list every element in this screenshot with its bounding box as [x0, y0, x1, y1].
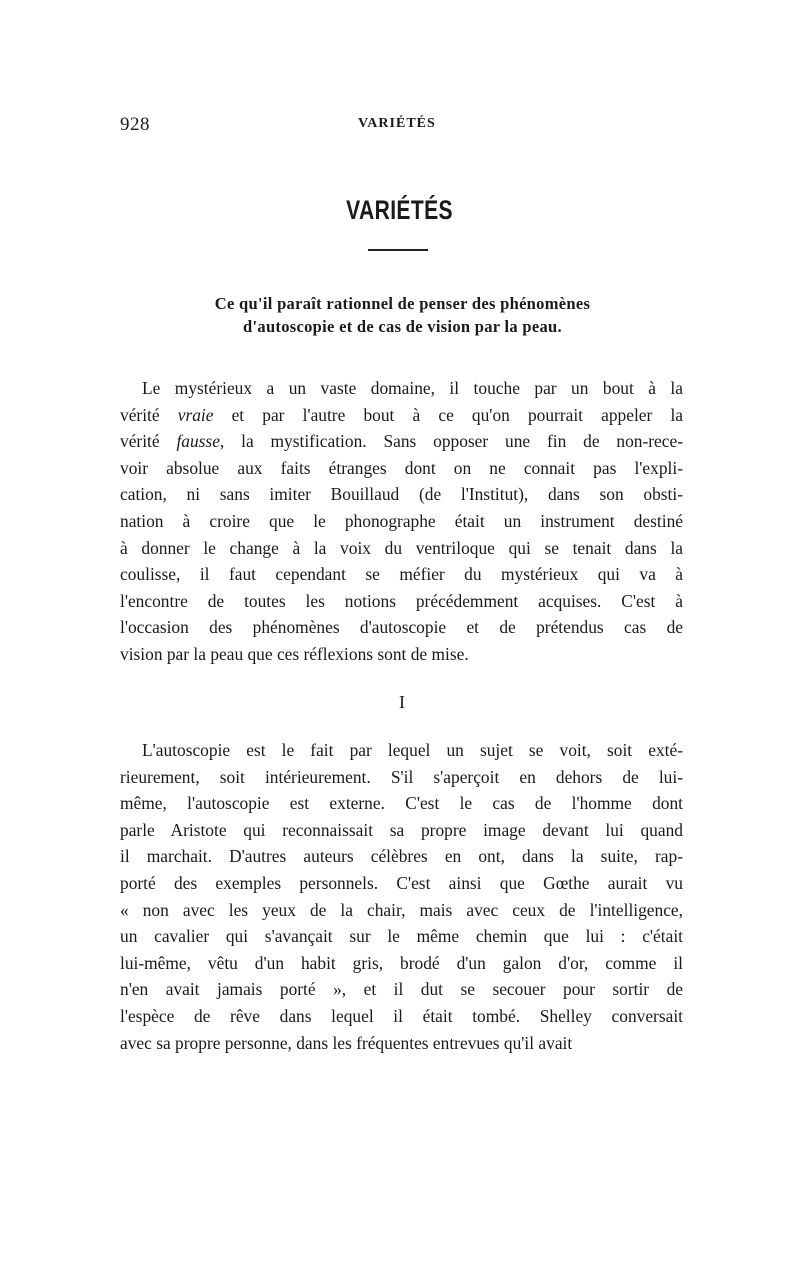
text-line: un cavalier qui s'avançait sur le même chemin que lui : c'était	[120, 926, 683, 947]
text-line: rieurement, soit intérieurement. S'il s'aperçoit en dehors de lui-	[120, 766, 683, 787]
text-line: nation à croire que le phonographe était un instrument destiné	[120, 510, 683, 531]
text-line: même, l'autoscopie est externe. C'est le cas de l'homme dont	[120, 793, 683, 814]
article-title	[120, 292, 685, 338]
section-title: VARIÉTÉS	[346, 195, 454, 225]
text-line: à donner le change à la voix du ventriloque qui se tenait dans la	[120, 537, 683, 558]
text-line: coulisse, il faut cependant se méfier du mystérieux qui va à	[120, 564, 683, 585]
running-title: VARIÉTÉS	[358, 116, 436, 131]
text-line: voir absolue aux faits étranges dont on ne connait pas l'expli-	[120, 457, 683, 478]
text-line: porté des exemples personnels. C'est ainsi que Gœthe aurait vu	[120, 872, 683, 893]
text-line: vérité vraie et par l'autre bout à ce qu'on pourrait appeler la	[120, 404, 683, 425]
text-line: l'occasion des phénomènes d'autoscopie et de prétendus cas de	[120, 617, 683, 638]
text-line: il marchait. D'autres auteurs célèbres en ont, dans la suite, rap-	[120, 846, 683, 867]
text-line: l'espèce de rêve dans lequel il était tombé. Shelley conversait	[120, 1005, 683, 1026]
italic-word: vraie	[177, 404, 214, 425]
page-number: 928	[120, 114, 150, 135]
text-line: vérité fausse, la mystification. Sans opposer une fin de non-rece-	[120, 431, 684, 452]
section-numeral-text: I	[399, 692, 405, 712]
text-line: lui-même, vêtu d'un habit gris, brodé d'un galon d'or, comme il	[120, 952, 683, 973]
text-line: l'encontre de toutes les notions précédemment acquises. C'est à	[120, 590, 683, 611]
section-numeral	[0, 692, 800, 713]
text-line: L'autoscopie est le fait par lequel un sujet se voit, soit exté-	[142, 740, 683, 760]
text-line: avec sa propre personne, dans les fréquentes entrevues qu'il avait	[120, 1032, 573, 1053]
paragraph-2	[120, 737, 683, 1056]
article-title-line-2: d'autoscopie et de cas de vision par la peau.	[243, 317, 562, 336]
running-head	[120, 114, 685, 138]
text-line: n'en avait jamais porté », et il dut se secouer pour sortir de	[120, 979, 683, 1000]
italic-word: fausse	[176, 431, 220, 452]
title-rule	[368, 249, 428, 251]
text-line: Le mystérieux a un vaste domaine, il touche par un bout à la	[142, 378, 683, 398]
article-title-line-1: Ce qu'il paraît rationnel de penser des phénomènes	[214, 294, 591, 313]
text-line: cation, ni sans imiter Bouillaud (de l'Institut), dans son obsti-	[120, 484, 683, 505]
text-line: « non avec les yeux de la chair, mais avec ceux de l'intelligence,	[120, 899, 683, 920]
text-line: parle Aristote qui reconnaissait sa propre image devant lui quand	[120, 819, 683, 840]
text-line: vision par la peau que ces réflexions sont de mise.	[120, 643, 469, 664]
paragraph-1	[120, 375, 683, 668]
